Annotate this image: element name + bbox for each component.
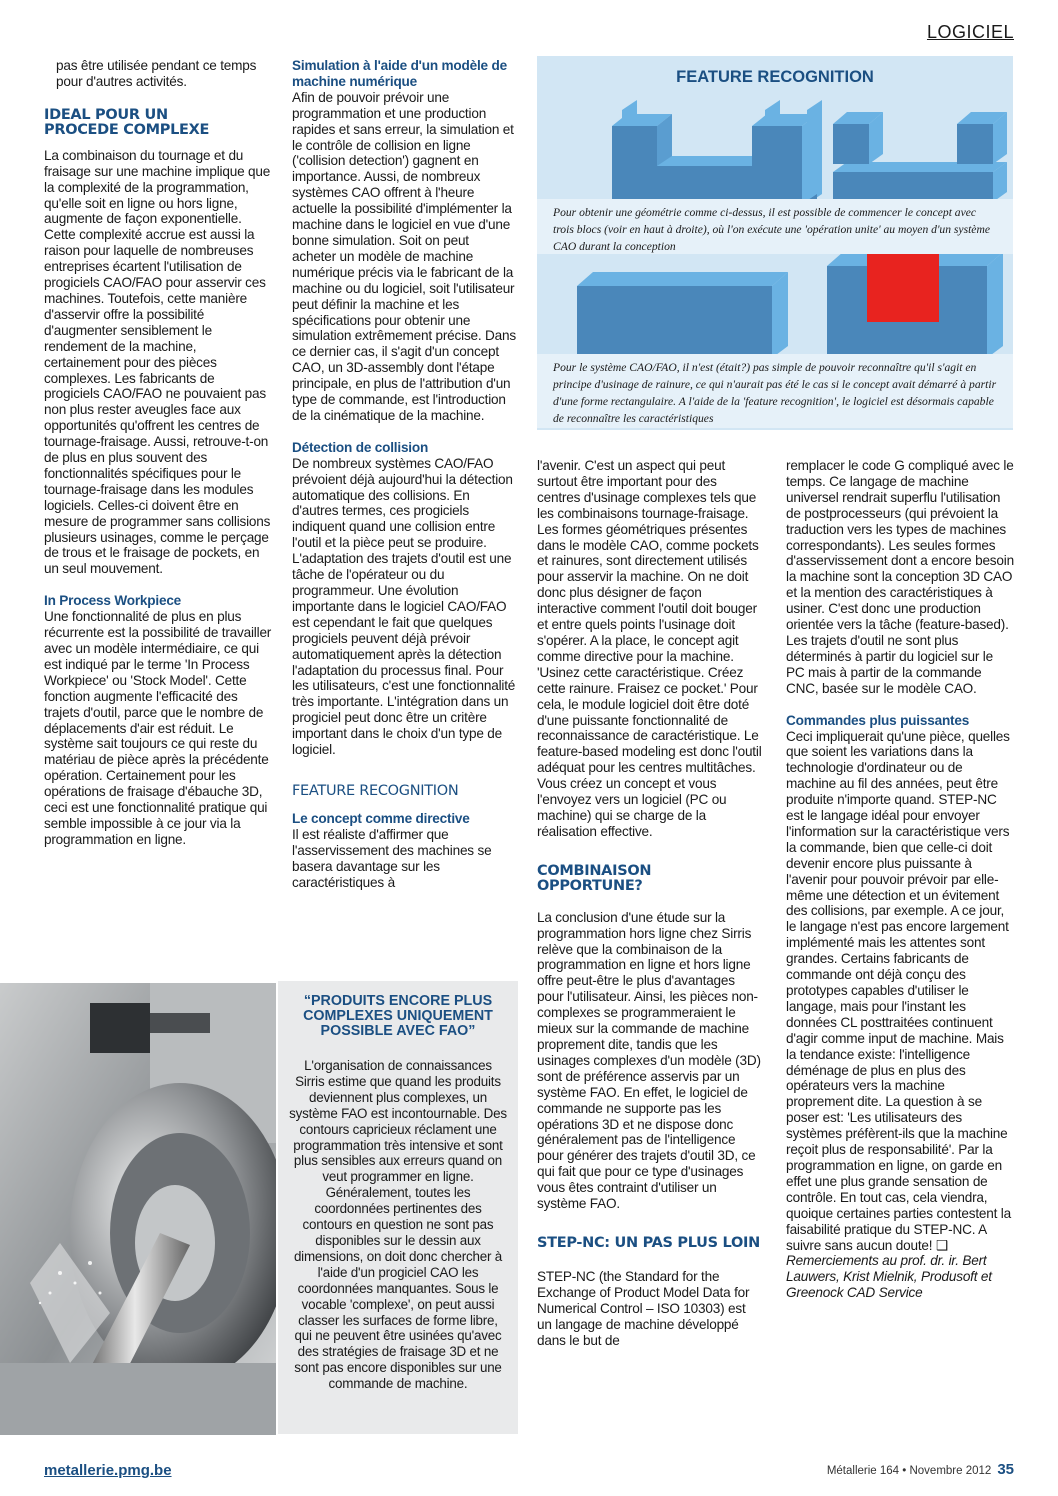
heading-detection: Détection de collision xyxy=(292,439,429,455)
column-2 xyxy=(292,58,516,891)
col4-paragraph-2-wrap xyxy=(786,729,1014,1254)
heading-in-process-workpiece: In Process Workpiece xyxy=(44,593,182,609)
block-slot-top-left xyxy=(612,100,822,204)
column-4 xyxy=(786,458,1014,1301)
figure-title: FEATURE RECOGNITION xyxy=(676,68,874,86)
figure-caption-1: Pour obtenir une géométrie comme ci-dessus, il est possible de commencer le concept avec trois blocs (voir en haut à droite), où l'on exécute une 'opération unite' au moyen d'un système CAO durant la conception xyxy=(553,206,990,253)
milling-machine-photo xyxy=(0,983,276,1435)
heading-ideal: IDEAL POUR UN PROCEDE COMPLEXE xyxy=(44,106,210,138)
col4-paragraph-2: Ceci impliquerait qu'une pièce, quelles que soient les variations dans la technologie d'ordinateur ou de machine au fil des années, peut être produite n'importe quand. STEP-NC est le langage idéal pour envoyer l'information sur la caractéristique vers la commande, bien que celle-ci doit devenir encore plus puissante à l'avenir pour pouvoir prévoir par elle-même une détection et un évitement des collisions, par exemple. A ce jour, le langage n'est pas encore largement implémenté mais les attentes sont grandes. Certains fabricants de commande ont déjà conçu des prototypes capables d'utiliser le langage, mais pour l'instant les données CL posttraitées continuent d'agir comme input de machine. Mais la tendance existe: l'intelligence déménage de plus en plus des opérateurs vers la machine proprement dite. La question à se poser est: 'Les utilisateurs des systèmes préfèrent-ils que la machine reçoit plus de responsabilité'. Par la programmation en ligne, on garde en effet une plus grande sensation de contrôle. En tout cas, cela viendra, quoique certaines parties contestent la faisabilité pratique du STEP-NC. A suivre sans aucun doute! xyxy=(786,728,1011,1253)
footer-issue xyxy=(827,1461,1014,1478)
col2-paragraph-3: Il est réaliste d'affirmer que l'asservissement des machines se basera davantage sur les caractéristiques à xyxy=(292,826,492,890)
heading-commandes: Commandes plus puissantes xyxy=(786,712,970,728)
heading-step-nc: STEP-NC: UN PAS PLUS LOIN xyxy=(537,1234,760,1251)
page-number: 35 xyxy=(997,1461,1014,1478)
blocks-three-top-right xyxy=(833,112,1007,202)
block-rectangle-bottom-left xyxy=(577,272,788,358)
footer-issue-text: Métallerie 164 • Novembre 2012 xyxy=(826,1465,992,1477)
col3-paragraph-3: STEP-NC (the Standard for the Exchange of Product Model Data for Numerical Control – ISO 10303) est un langage de machine développé dans le but de xyxy=(537,1268,750,1348)
col3-paragraph-2: La conclusion d'une étude sur la programmation hors ligne chez Sirris relève que la combinaison de la programmation en ligne et hors ligne offre peut-être le plus d'avantages pour l'utilisateur. Ainsi, les pièces non-complexes se programmeraient le mieux sur la commande de machine proprement dite, tandis que les usinages complexes d'un modèle (3D) sont de préférence asservis par un système FAO. En effet, le logiciel de commande ne supporte pas les opérations 3D et ne dispose donc généralement pas de l'intelligence pour générer des trajets d'outil 3D, ce qui fait que pour ce type d'usinages vous êtes contraint d'utiliser un système FAO. xyxy=(537,909,761,1212)
col2-paragraph-1: Afin de pouvoir prévoir une programmation et une production rapides et sans erreur, la simulation et le contrôle de collision en ligne ('collision detection') gagnent en importance. Aussi, de nombreux systèmes CAO offrent à l'heure actuelle la possibilité d'implémenter la machine dans le logiciel en vue d'une bonne simulation. Soit on peut acheter un modèle de machine numérique précis via le fabricant de la machine ou du logiciel, soit l'utilisateur peut définir la machine et les spécifications pour obtenir une simulation extrêmement précise. Dans ce dernier cas, il s'agit d'un concept CAO, un 3D-assembly dont l'étape principale, en plus de l'attribution d'un type de commande, est l'introduction de la cinématique de la machine. xyxy=(292,89,516,423)
footer-website-link[interactable]: metallerie.pmg.be xyxy=(44,1462,172,1479)
feature-recognition-figure xyxy=(537,56,1013,430)
quote-title: “PRODUITS ENCORE PLUS COMPLEXES UNIQUEMENT POSSIBLE AVEC FAO” xyxy=(303,993,493,1039)
col4-thanks: Remerciements au prof. dr. ir. Bert Lauwers, Krist Mielnik, Produsoft et Greenock CAD Service xyxy=(786,1253,992,1301)
col1-paragraph-1: pas être utilisée pendant ce temps pour d'autres activités. xyxy=(56,58,257,89)
col3-paragraph-1: l'avenir. C'est un aspect qui peut surtout être important pour des centres d'usinage complexes tels que les combinaisons tournage-fraisage. Les formes géométriques présentes dans le modèle CAO, comme pockets et rainures, sont directement utilisés pour asservir la machine. On ne doit donc plus désigner de façon interactive comment l'outil doit bouger et entre quels points l'usinage doit s'opérer. A la place, le concept agit comme directive pour la machine. 'Usinez cette caractéristique. Créez cette rainure. Fraisez ce pocket.' Pour cela, le module logiciel doit être doté d'une puissante fonctionnalité de reconnaissance de caractéristique. Le feature-based modeling est donc l'outil adéquat pour les centres multitâches. Vous créez un concept et vous l'envoyez vers un logiciel (PC ou machine) qui se charge de la réalisation effective. xyxy=(537,458,762,839)
heading-concept: Le concept comme directive xyxy=(292,810,470,826)
figure-caption-2: Pour le système CAO/FAO, il n'est (était?) pas simple de pouvoir reconnaître qu'il s'agit en principe d'usinage de rainure, ce qui n'aurait pas été le cas si le concept avait démarré à partir d'une forme rectangulaire. A l'aide de la 'feature recognition', le logiciel est désormais capable de reconnaître les caractéristiques xyxy=(553,361,997,425)
section-tag: LOGICIEL xyxy=(926,22,1014,42)
block-slot-highlighted-bottom-right xyxy=(827,242,1003,358)
col4-paragraph-1: remplacer le code G compliqué avec le temps. Ce langage de machine universel rendrait superflu l'utilisation de postprocesseurs (qui prévoient la traduction vers les types de machines correspondants). Les seules formes d'asservissement dont a encore besoin la machine sont la conception 3D CAO et la mention des caractéristiques à usiner. C'est donc une production orientée vers la tâche (feature-based). Les trajets d'outil ne sont plus déterminés à partir du logiciel sur le PC mais à partir de la commande CNC, basée sur le modèle CAO. xyxy=(786,458,1014,696)
column-3 xyxy=(537,458,763,1349)
heading-combinaison: COMBINAISON OPPORTUNE? xyxy=(537,862,652,894)
end-mark: ❑ xyxy=(935,1237,948,1253)
col1-paragraph-3: Une fonctionnalité de plus en plus récurrente est la possibilité de travailler avec un modèle intermédiaire, ce qui est indiqué par le terme 'In Process Workpiece' ou 'Stock Model'. Cette fonction augmente l'efficacité des trajets d'outil, parce que le nombre de déplacements d'air est réduit. Le système sait toujours ce qui reste du matériau de pièce après la précédente opération. Certainement pour les opérations de fraisage d'ébauche 3D, ceci est une fonctionnalité pratique qui semble impossible à ce jour via la programmation en ligne. xyxy=(44,609,272,847)
quote-box xyxy=(278,981,518,1434)
heading-feature-recognition: FEATURE RECOGNITION xyxy=(292,782,459,799)
col1-paragraph-2: La combinaison du tournage et du fraisage sur une machine implique que la complexité de la programmation, qu'elle soit en ligne ou hors ligne, augmente de façon exponentielle. Cette complexité accrue est aussi la raison pour laquelle de nombreuses entreprises écartent l'utilisation de progiciels CAO/FAO pour asservir ces machines. Toutefois, cette manière d'asservir offre la possibilité d'augmenter sensiblement le rendement de la machine, certainement pour des pièces complexes. Les fabricants de progiciels CAO/FAO ne pouvaient pas non plus rester aveugles face aux opportunités qu'offrent les centres de tournage-fraisage. Aussi, retrouve-t-on de plus en plus souvent des fonctionnalités spécifiques pour le tournage-fraisage dans les modules logiciels. Celles-ci doivent être en mesure de programmer sans collisions plusieurs usinages, comme le perçage de trous et le fraisage de pockets, en un seul mouvement. xyxy=(44,147,271,577)
column-1 xyxy=(44,58,272,848)
col2-paragraph-2: De nombreux systèmes CAO/FAO prévoient déjà aujourd'hui la détection automatique des collisions. En d'autres termes, ces progiciels indiquent quand une collision entre l'outil et la pièce peut se produire. L'adaptation des trajets d'outil est une tâche de l'opérateur ou du programmeur. Une évolution importante dans le logiciel CAO/FAO est cependant le fait que quelques progiciels peuvent déjà prévoir automatiquement après la détection l'adaptation du processus final. Pour les utilisateurs, c'est une fonctionnalité très importante. L'intégration dans un progiciel peut donc être un critère important dans le choix d'un type de logiciel. xyxy=(292,455,516,758)
quote-text: L'organisation de connaissances Sirris estime que quand les produits deviennent plus complexes, un système FAO est incontournable. Des contours capricieux réclament une programmation très intensive et sont plus sensibles aux erreurs quand on veut programmer en ligne. Généralement, toutes les coordonnées pertinentes des contours en question ne sont pas disponibles sur le dessin aux dimensions, on doit donc chercher à l'aide d'un progiciel CAO les coordonnées manquantes. Sous le vocable 'complexe', on peut aussi classer les surfaces de forme libre, qui ne peuvent être usinées qu'avec des stratégies de fraisage 3D et ne sont pas encore disponibles sur une commande de machine. xyxy=(289,1058,507,1392)
heading-simulation: Simulation à l'aide d'un modèle de machine numérique xyxy=(292,58,507,89)
